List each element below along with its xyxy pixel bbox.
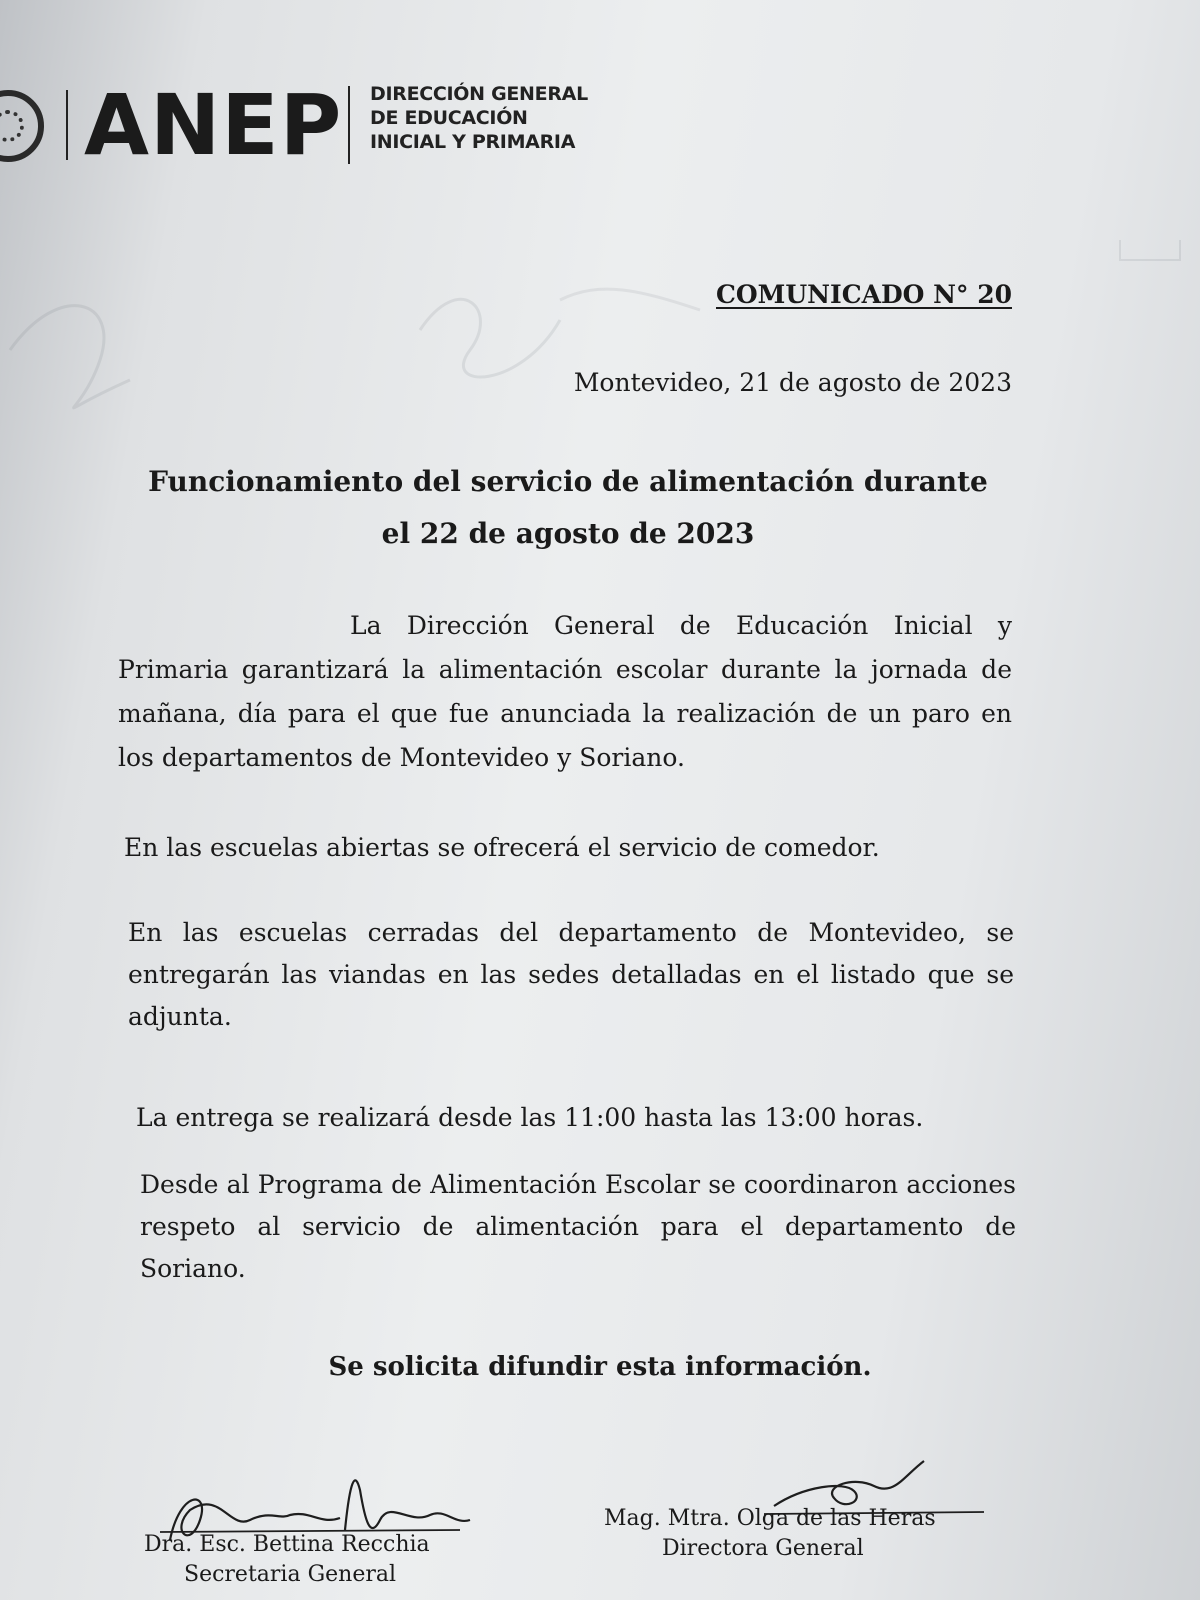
paragraph: La entrega se realizará desde las 11:00 hasta las 13:00 horas. bbox=[136, 1103, 924, 1132]
communique-number: COMUNICADO N° 20 bbox=[716, 280, 1012, 309]
title-line: el 22 de agosto de 2023 bbox=[381, 517, 755, 550]
organization-name bbox=[370, 82, 588, 154]
signatory-name: Mag. Mtra. Olga de las Heras bbox=[604, 1506, 936, 1531]
document-title bbox=[118, 456, 1018, 560]
document-date: Montevideo, 21 de agosto de 2023 bbox=[573, 368, 1012, 397]
anep-logo: ANEP bbox=[84, 76, 343, 174]
org-line: DE EDUCACIÓN bbox=[370, 107, 528, 129]
title-line: Funcionamiento del servicio de alimentación durante bbox=[148, 465, 988, 498]
signature-block-left bbox=[140, 1470, 500, 1600]
org-line: INICIAL Y PRIMARIA bbox=[370, 131, 576, 153]
signature-block-right bbox=[604, 1456, 1004, 1576]
paragraph: La Dirección General de Educación Inicial y Primaria garantizará la alimentación escolar durante la jornada de mañana, día para el que fue anunciada la realización de un paro en los departamentos de Montevideo y Soriano. bbox=[118, 611, 1012, 772]
paragraph: Desde al Programa de Alimentación Escolar se coordinaron acciones respeto al servicio de alimentación para el departamento de Soriano. bbox=[140, 1170, 1016, 1283]
paragraph: En las escuelas cerradas del departamento de Montevideo, se entregarán las viandas en las sedes detalladas en el listado que se adjunta. bbox=[128, 918, 1014, 1031]
letterhead bbox=[0, 76, 620, 174]
org-line: DIRECCIÓN GENERAL bbox=[370, 83, 588, 105]
dissemination-request: Se solicita difundir esta información. bbox=[328, 1352, 872, 1382]
signatory-name: Dra. Esc. Bettina Recchia bbox=[144, 1532, 430, 1557]
signatory-role: Secretaria General bbox=[184, 1562, 397, 1587]
signatory-role: Directora General bbox=[662, 1536, 864, 1561]
divider bbox=[348, 86, 350, 164]
bleed-through-scribbles bbox=[0, 240, 1200, 460]
coat-of-arms-icon bbox=[0, 90, 44, 162]
paragraph: En las escuelas abiertas se ofrecerá el servicio de comedor. bbox=[124, 833, 880, 862]
divider bbox=[66, 90, 68, 160]
